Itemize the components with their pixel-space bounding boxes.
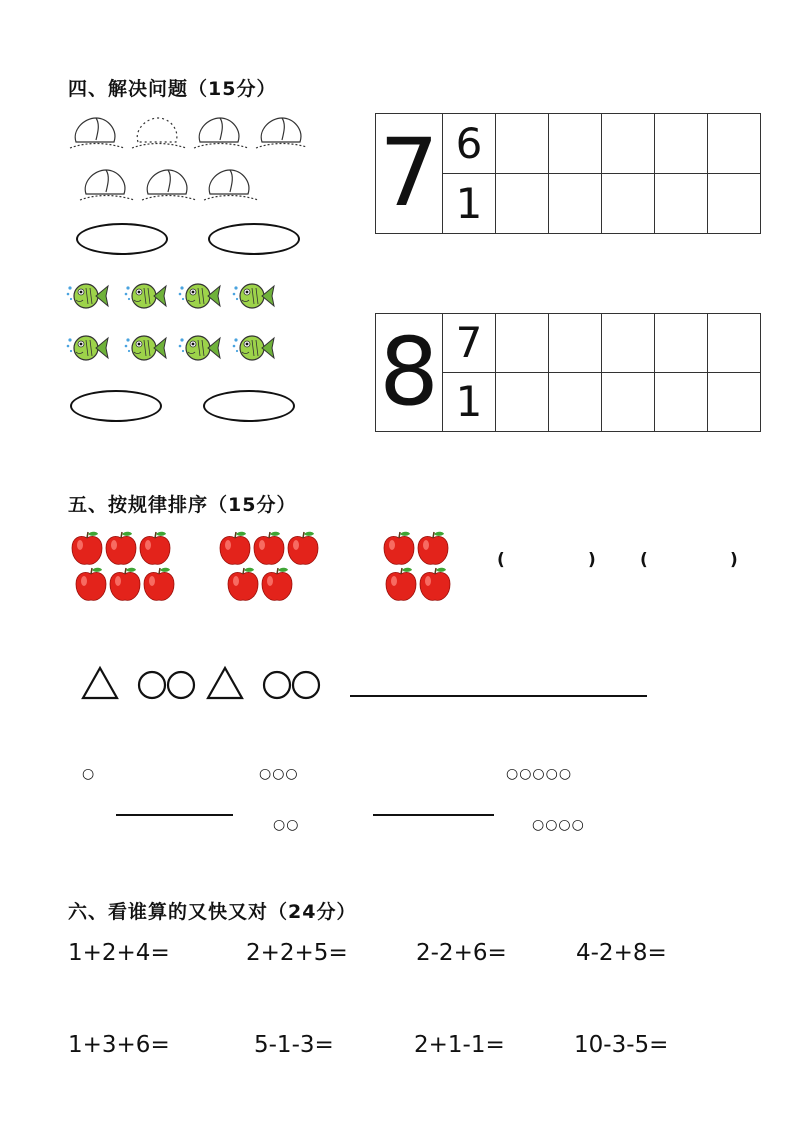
apple-icon xyxy=(106,532,136,565)
apple-icon xyxy=(386,568,416,601)
blank-cell[interactable] xyxy=(655,373,708,432)
fish-illustration xyxy=(66,280,286,376)
paren-close: ) xyxy=(730,550,738,570)
peaches-illustration xyxy=(66,110,306,210)
section-4-heading: 四、解决问题（15分） xyxy=(68,78,277,100)
fish-icon xyxy=(125,336,166,360)
answer-oval[interactable] xyxy=(208,223,300,255)
part-top: 7 xyxy=(443,314,496,373)
apples-illustration xyxy=(68,528,458,610)
number-split-table-8 xyxy=(375,313,761,432)
equation: 2+2+5= xyxy=(246,940,348,966)
apple-icon xyxy=(418,532,448,565)
blank-cell[interactable] xyxy=(549,373,602,432)
part-top: 6 xyxy=(443,114,496,174)
dots-2: ○○ xyxy=(273,817,300,833)
paren-close: ) xyxy=(588,550,596,570)
blank-cell[interactable] xyxy=(708,373,761,432)
equation: 2+1-1= xyxy=(414,1032,505,1058)
blank-cell[interactable] xyxy=(655,114,708,174)
blank-cell[interactable] xyxy=(708,314,761,373)
equation: 2-2+6= xyxy=(416,940,507,966)
dots-5: ○○○○○ xyxy=(506,766,573,782)
apple-icon xyxy=(384,532,414,565)
apple-icon xyxy=(262,568,292,601)
paren-open: ( xyxy=(640,550,648,570)
blank-cell[interactable] xyxy=(708,114,761,174)
circle-icon xyxy=(264,672,290,698)
fish-icon xyxy=(125,284,166,308)
fish-icon xyxy=(67,336,108,360)
section-5-heading: 五、按规律排序（15分） xyxy=(68,494,297,516)
blank-cell[interactable] xyxy=(549,114,602,174)
section-6-heading: 六、看谁算的又快又对（24分） xyxy=(68,901,357,923)
apple-icon xyxy=(144,568,174,601)
fish-icon xyxy=(179,284,220,308)
apple-icon xyxy=(228,568,258,601)
circle-icon xyxy=(139,672,165,698)
circle-icon xyxy=(168,672,194,698)
triangle-icon xyxy=(208,668,242,698)
blank-cell[interactable] xyxy=(549,314,602,373)
total-number: 8 xyxy=(376,314,443,432)
peach-icon xyxy=(70,118,124,148)
fish-icon xyxy=(67,284,108,308)
apple-icon xyxy=(76,568,106,601)
part-bottom: 1 xyxy=(443,373,496,432)
blank-cell[interactable] xyxy=(602,174,655,234)
answer-line[interactable] xyxy=(116,814,233,816)
dots-3: ○○○ xyxy=(259,766,299,782)
dots-1: ○ xyxy=(82,766,96,782)
peach-icon xyxy=(142,170,196,200)
blank-cell[interactable] xyxy=(602,114,655,174)
apple-icon xyxy=(220,532,250,565)
apple-icon xyxy=(254,532,284,565)
answer-oval[interactable] xyxy=(203,390,295,422)
equation: 1+3+6= xyxy=(68,1032,170,1058)
apple-icon xyxy=(140,532,170,565)
equation: 5-1-3= xyxy=(254,1032,334,1058)
peach-icon xyxy=(204,170,258,200)
blank-cell[interactable] xyxy=(655,314,708,373)
shape-pattern xyxy=(80,664,330,704)
answer-line[interactable] xyxy=(373,814,494,816)
paren-open: ( xyxy=(497,550,505,570)
peach-icon xyxy=(194,118,248,148)
apple-icon xyxy=(72,532,102,565)
peach-icon xyxy=(256,118,306,148)
equation: 10-3-5= xyxy=(574,1032,669,1058)
blank-cell[interactable] xyxy=(549,174,602,234)
blank-cell[interactable] xyxy=(496,314,549,373)
apple-icon xyxy=(110,568,140,601)
part-bottom: 1 xyxy=(443,174,496,234)
blank-cell[interactable] xyxy=(708,174,761,234)
blank-cell[interactable] xyxy=(496,174,549,234)
dots-4: ○○○○ xyxy=(532,817,585,833)
apple-icon xyxy=(288,532,318,565)
fish-icon xyxy=(179,336,220,360)
answer-oval[interactable] xyxy=(70,390,162,422)
fish-icon xyxy=(233,336,274,360)
number-split-table-7 xyxy=(375,113,761,234)
blank-cell[interactable] xyxy=(655,174,708,234)
triangle-icon xyxy=(83,668,117,698)
circle-icon xyxy=(293,672,319,698)
fish-icon xyxy=(233,284,274,308)
equation: 1+2+4= xyxy=(68,940,170,966)
blank-cell[interactable] xyxy=(602,373,655,432)
blank-cell[interactable] xyxy=(602,314,655,373)
answer-oval[interactable] xyxy=(76,223,168,255)
peach-icon xyxy=(80,170,134,200)
blank-cell[interactable] xyxy=(496,114,549,174)
equation: 4-2+8= xyxy=(576,940,667,966)
total-number: 7 xyxy=(376,114,443,234)
apple-icon xyxy=(420,568,450,601)
peach-icon xyxy=(132,118,186,148)
blank-cell[interactable] xyxy=(496,373,549,432)
answer-line[interactable] xyxy=(350,695,647,697)
